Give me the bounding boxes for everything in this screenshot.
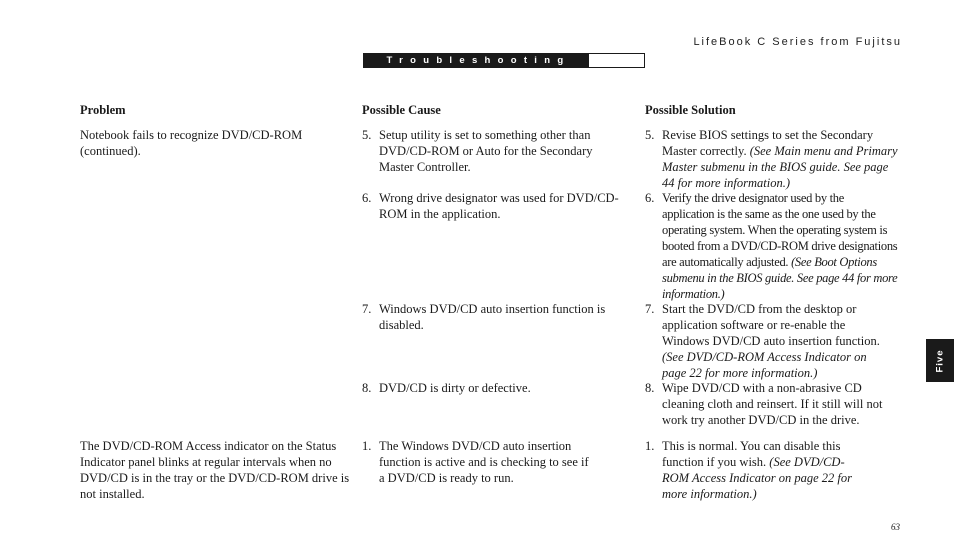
solution-text bbox=[662, 301, 892, 381]
cause-text: Wrong drive designator was used for DVD/CD-ROM in the application. bbox=[379, 191, 619, 221]
solution-text bbox=[662, 190, 898, 302]
solution-number: 7. bbox=[645, 302, 655, 316]
problem-text: Notebook fails to recognize DVD/CD-ROM (continued). bbox=[80, 128, 303, 158]
solution-number: 8. bbox=[645, 381, 655, 395]
column-header-solution: Possible Solution bbox=[645, 103, 736, 117]
solution-main: Wipe DVD/CD with a non-abrasive CD cleaning cloth and reinsert. If it still will not work try another DVD/CD in the drive. bbox=[662, 381, 883, 427]
solution-reference: (See DVD/CD-ROM Access Indicator on page 22 for more information.) bbox=[662, 350, 867, 380]
solution-number: 5. bbox=[645, 128, 655, 142]
solution-main: Start the DVD/CD from the desktop or application software or re-enable the Windows DVD/CD auto insertion function. bbox=[662, 302, 880, 348]
cause-text: The Windows DVD/CD auto insertion function is active and is checking to see if a DVD/CD is ready to run. bbox=[379, 439, 589, 485]
solution-text bbox=[662, 127, 902, 191]
section-title: Troubleshooting bbox=[364, 54, 589, 67]
cause-text: Windows DVD/CD auto insertion function is disabled. bbox=[379, 302, 606, 332]
chapter-tab-label: Five bbox=[934, 348, 946, 373]
cause-number: 6. bbox=[362, 191, 372, 205]
column-header-cause: Possible Cause bbox=[362, 103, 441, 117]
solution-main: This is normal. You can disable this function if you wish. bbox=[662, 439, 841, 469]
cause-number: 5. bbox=[362, 128, 372, 142]
chapter-tab bbox=[926, 339, 954, 382]
running-header: LifeBook C Series from Fujitsu bbox=[693, 36, 902, 48]
cause-number: 1. bbox=[362, 439, 372, 453]
solution-number: 1. bbox=[645, 439, 655, 453]
solution-text bbox=[662, 380, 902, 428]
cause-text: Setup utility is set to something other than DVD/CD-ROM or Auto for the Secondary Master Controller. bbox=[379, 128, 593, 174]
solution-text bbox=[662, 438, 862, 502]
solution-number: 6. bbox=[645, 191, 655, 205]
solution-reference: (See Main menu and Primary Master submenu in the BIOS guide. See page 44 for more information.) bbox=[662, 144, 898, 190]
solution-reference: (See Boot Options submenu in the BIOS guide. See page 44 for more information.) bbox=[662, 255, 898, 301]
cause-number: 8. bbox=[362, 381, 372, 395]
solution-main: Revise BIOS settings to set the Secondary Master correctly. bbox=[662, 128, 874, 158]
problem-text: The DVD/CD-ROM Access indicator on the Status Indicator panel blinks at regular intervals when no DVD/CD is in the tray or the DVD/CD-ROM drive is not installed. bbox=[80, 439, 350, 501]
cause-text: DVD/CD is dirty or defective. bbox=[379, 381, 531, 395]
solution-reference: (See DVD/CD-ROM Access Indicator on page 22 for more information.) bbox=[662, 455, 853, 501]
page-number: 63 bbox=[891, 522, 900, 532]
section-bar bbox=[363, 53, 645, 68]
cause-number: 7. bbox=[362, 302, 372, 316]
solution-main: Verify the drive designator used by the application is the same as the one used by the operating system. When the operating system is booted from a DVD/CD-ROM drive designations are automatically adjusted. bbox=[662, 191, 898, 269]
column-header-problem: Problem bbox=[80, 103, 126, 117]
